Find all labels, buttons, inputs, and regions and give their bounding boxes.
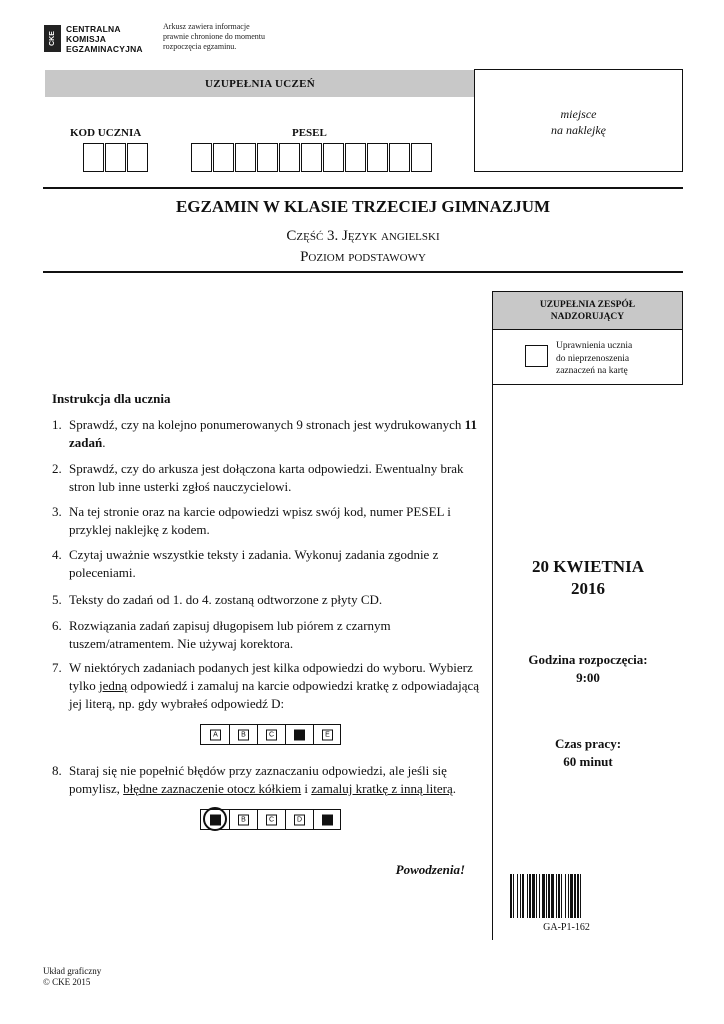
exam-level: Poziom podstawowy (300, 249, 426, 265)
student-code-cell[interactable] (105, 143, 126, 172)
pesel-cell[interactable] (345, 143, 366, 172)
answer-option-e-filled (322, 814, 333, 825)
pesel-label: PESEL (292, 127, 327, 139)
answer-option-b: B (238, 814, 249, 825)
instruction-item: 4. Czytaj uważnie wszystkie teksty i zadania. Wykonuj zadania zgodnie z poleceniami. (52, 547, 439, 580)
answer-option-e: E (322, 729, 333, 740)
pesel-cell[interactable] (279, 143, 300, 172)
student-code-label: KOD UCZNIA (70, 127, 142, 139)
answer-option-c: C (266, 814, 277, 825)
instruction-item: 1. Sprawdź, czy na kolejno ponumerowanych 9 stronach jest wydrukowanych 11 zadań. (52, 417, 477, 450)
pesel-cell[interactable] (301, 143, 322, 172)
transfer-rights-label: Uprawnienia ucznia do nieprzenoszenia zaznaczeń na kartę (556, 341, 633, 376)
instruction-item: 7. W niektórych zadaniach podanych jest kilka odpowiedzi do wyboru. Wybierz tylko jedną odpowiedź i zamaluj na karcie odpowiedzi kratkę z odpowiadającą jej literą, np. gdy wybrałeś odpowiedź D: (52, 660, 480, 711)
answer-option-d-filled (294, 729, 305, 740)
pesel-cell[interactable] (257, 143, 278, 172)
instruction-item: 5. Teksty do zadań od 1. do 4. zostaną odtworzone z płyty CD. (52, 592, 383, 607)
barcode (510, 874, 623, 918)
footer: Układ graficzny © CKE 2015 (43, 966, 102, 987)
supervisor-header: UZUPEŁNIA ZESPÓŁ NADZORUJĄCY (493, 292, 682, 330)
answer-option-b: B (238, 729, 249, 740)
answer-option-d: D (294, 814, 305, 825)
answer-option-c: C (266, 729, 277, 740)
instruction-item: 3. Na tej stronie oraz na karcie odpowiedzi wpisz swój kod, numer PESEL i przyklej naklejkę z kodem. (52, 504, 451, 537)
cke-logo-mark: CKE (44, 25, 61, 52)
answer-example-d (200, 724, 341, 745)
confidentiality-note: Arkusz zawiera informacje prawnie chronione do momentu rozpoczęcia egzaminu. (163, 22, 265, 51)
exam-part: Część 3. Język angielski (286, 228, 440, 244)
pesel-cell[interactable] (235, 143, 256, 172)
pesel-cell[interactable] (411, 143, 432, 172)
barcode-number: GA-P1-162 (543, 922, 590, 933)
exam-date: 20 KWIETNIA 2016 (532, 557, 644, 598)
instruction-item: 8. Staraj się nie popełnić błędów przy zaznaczaniu odpowiedzi, ale jeśli się pomylisz, błędne zaznaczenie otocz kółkiem i zamaluj kratkę z inną literą. (52, 763, 456, 796)
student-code-cell[interactable] (83, 143, 104, 172)
duration: Czas pracy: 60 minut (554, 736, 622, 769)
start-time: Godzina rozpoczęcia: 9:00 (528, 652, 648, 685)
correction-circle (203, 807, 227, 831)
cke-logo-name: CENTRALNA KOMISJA EGZAMINACYJNA (66, 24, 143, 54)
pesel-cell[interactable] (213, 143, 234, 172)
sticker-placeholder: miejsce na naklejkę (474, 69, 683, 172)
student-code-cell[interactable] (127, 143, 148, 172)
good-luck: Powodzenia! (395, 862, 465, 877)
answer-option-a: A (210, 729, 221, 740)
instructions-title: Instrukcja dla ucznia (52, 391, 171, 406)
pesel-cell[interactable] (191, 143, 212, 172)
student-section-header: UZUPEŁNIA UCZEŃ (45, 70, 475, 97)
exam-title: EGZAMIN W KLASIE TRZECIEJ GIMNAZJUM (175, 197, 551, 216)
pesel-cell[interactable] (323, 143, 344, 172)
pesel-cell[interactable] (367, 143, 388, 172)
divider (43, 271, 683, 273)
instruction-item: 2. Sprawdź, czy do arkusza jest dołączona karta odpowiedzi. Ewentualny brak stron lub inne usterki zgłoś nauczycielowi. (52, 461, 464, 494)
divider (43, 187, 683, 189)
instruction-item: 6. Rozwiązania zadań zapisuj długopisem lub piórem z czarnym tuszem/atramentem. Nie używaj korektora. (52, 618, 391, 651)
transfer-rights-checkbox[interactable] (525, 345, 548, 367)
pesel-cell[interactable] (389, 143, 410, 172)
